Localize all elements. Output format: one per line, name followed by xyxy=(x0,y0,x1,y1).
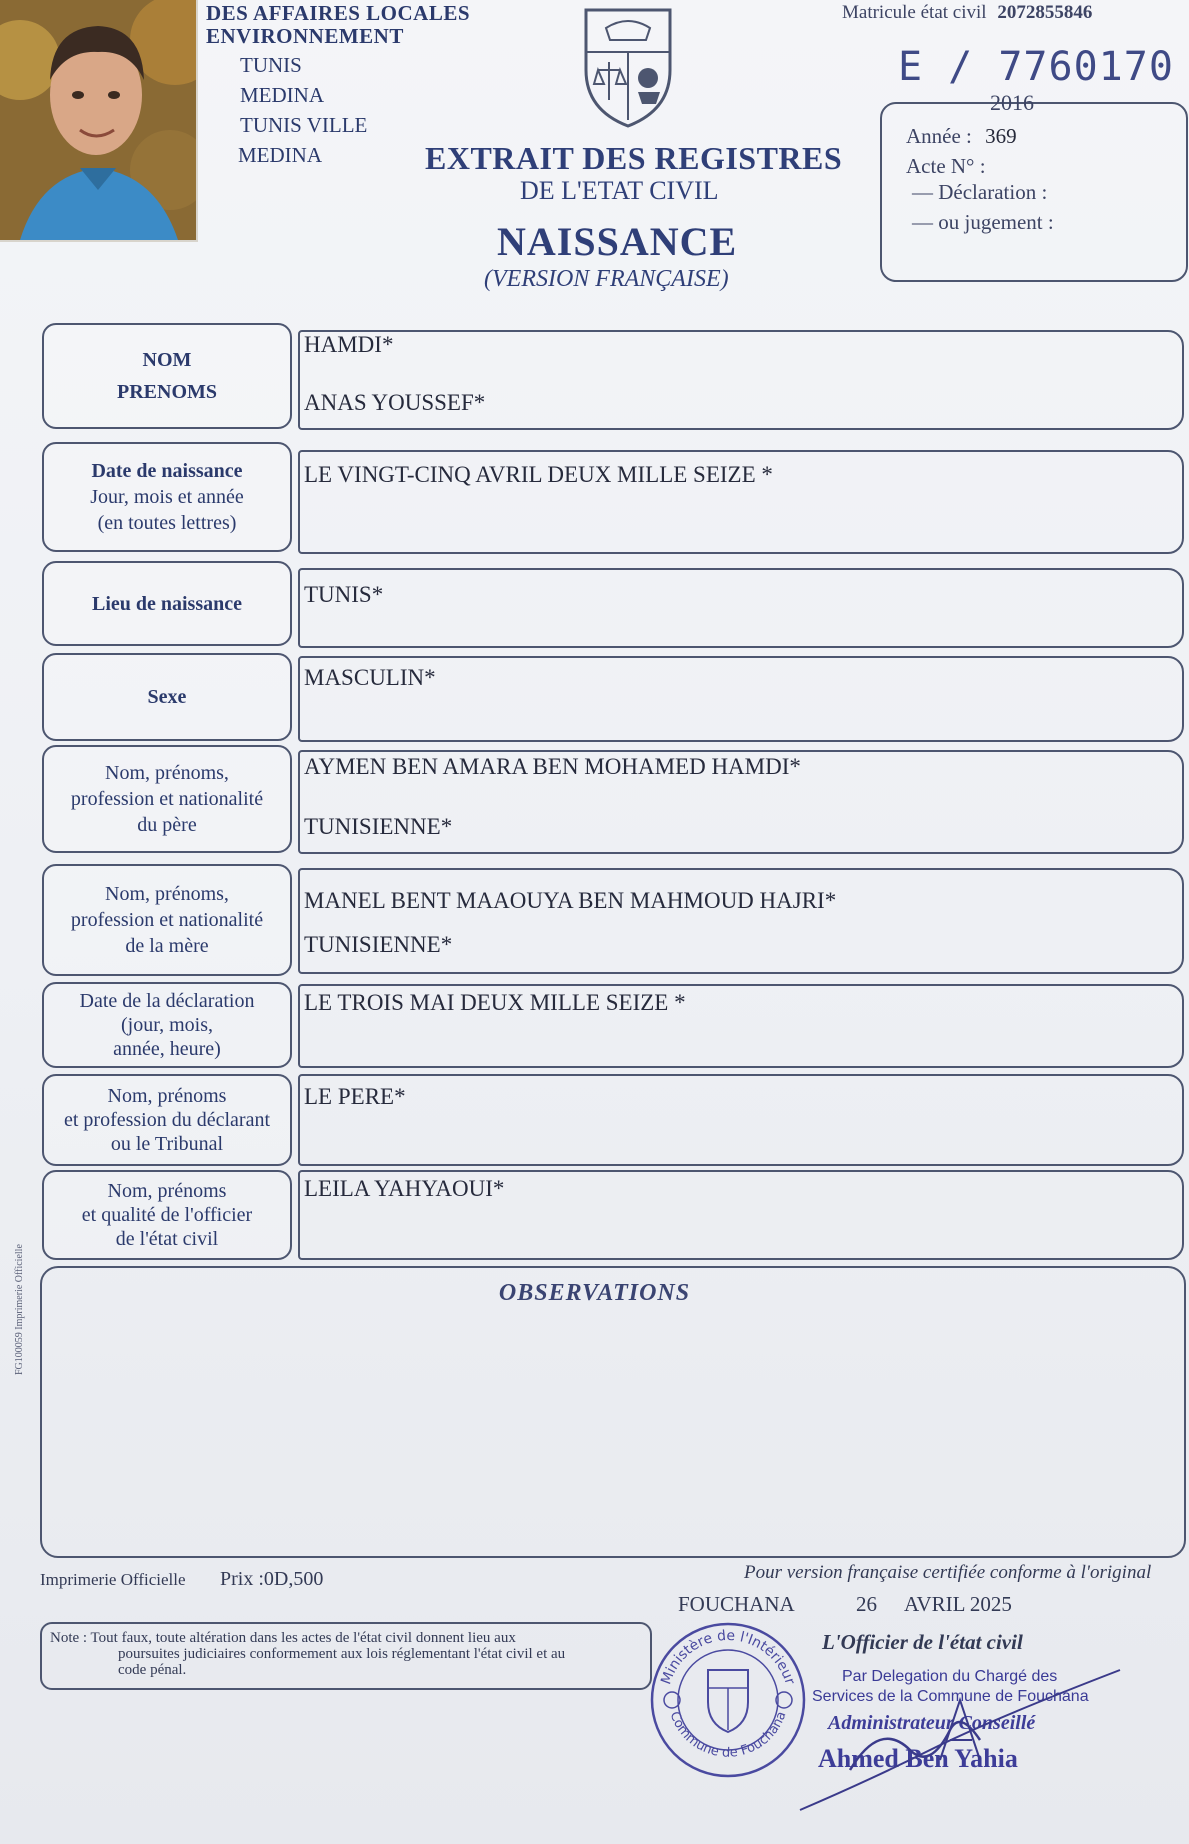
footer-month-year: AVRIL 2025 xyxy=(904,1592,1012,1616)
value-mere-nom: MANEL BENT MAAOUYA BEN MAHMOUD HAJRI* xyxy=(304,888,837,913)
title-version: (VERSION FRANÇAISE) xyxy=(484,266,729,292)
label-declaration-line2: (jour, mois, xyxy=(121,1014,213,1036)
label-declarant-line1: Nom, prénoms xyxy=(107,1085,227,1107)
label-mere-line3: de la mère xyxy=(125,935,209,957)
value-mere-nationalite: TUNISIENNE* xyxy=(304,932,453,957)
ministry-header xyxy=(206,0,470,50)
value-box-mere xyxy=(298,868,1184,974)
annee-label: Année : xyxy=(906,124,972,148)
title-naissance: NAISSANCE xyxy=(497,219,738,264)
matricule-label: Matricule état civil xyxy=(842,2,987,23)
annee-row xyxy=(906,124,1017,149)
note-line-2: poursuites judiciaires conformement aux lois réglementant l'état civil et au xyxy=(118,1646,566,1662)
value-box-lieu xyxy=(298,568,1184,648)
label-officier-line1: Nom, prénoms xyxy=(107,1180,227,1202)
signature-line-1: Par Delegation du Chargé des xyxy=(842,1668,1058,1685)
declaration-label: — Déclaration : xyxy=(912,180,1048,204)
legal-note-box xyxy=(40,1622,652,1690)
label-officier xyxy=(42,1170,292,1260)
value-sexe: MASCULIN* xyxy=(304,665,436,690)
label-mere xyxy=(42,864,292,976)
label-mere-line2: profession et nationalité xyxy=(70,909,264,931)
acte-label: Acte N° : xyxy=(906,154,986,178)
year-stamp: 2016 xyxy=(990,90,1034,115)
note-line-1: Note : Tout faux, toute altération dans les actes de l'état civil donnent lieu aux xyxy=(50,1630,516,1646)
note-line-3: code pénal. xyxy=(118,1662,187,1678)
label-pere-line1: Nom, prénoms, xyxy=(105,762,229,784)
label-declarant-line3: ou le Tribunal xyxy=(110,1133,224,1155)
jugement-label: — ou jugement : xyxy=(912,210,1054,234)
value-declarant: LE PERE* xyxy=(304,1084,406,1109)
value-officier: LEILA YAHYAOUI* xyxy=(304,1176,505,1201)
label-pere-line3: du père xyxy=(137,814,197,836)
footer-officer-title: L'Officier de l'état civil xyxy=(822,1630,1023,1654)
observations-title: OBSERVATIONS xyxy=(498,1280,691,1306)
label-date-naissance-line2: (en toutes lettres) xyxy=(97,512,237,534)
label-declarant xyxy=(42,1074,292,1166)
label-prenoms: PRENOMS xyxy=(117,381,217,403)
ministry-line-1: DES AFFAIRES LOCALES xyxy=(206,1,471,25)
value-pere-nationalite: TUNISIENNE* xyxy=(304,814,453,839)
ministry-line-2: ENVIRONNEMENT xyxy=(206,24,404,48)
tunisia-coat-of-arms-icon xyxy=(576,0,680,135)
annee-value: 369 xyxy=(985,124,1017,148)
locality-sector: MEDINA xyxy=(238,143,322,167)
value-nom: HAMDI* xyxy=(304,332,394,357)
stamp-ring-top: Ministère de l'Intérieur xyxy=(658,1627,798,1687)
label-date-naissance-title: Date de naissance xyxy=(91,460,243,482)
observations-box xyxy=(40,1266,1186,1558)
value-prenoms: ANAS YOUSSEF* xyxy=(304,390,486,415)
commune-stamp xyxy=(648,1620,808,1785)
locality-commune: TUNIS VILLE xyxy=(240,113,368,137)
label-officier-line3: de l'état civil xyxy=(115,1228,219,1250)
label-declarant-line2: et profession du déclarant xyxy=(63,1109,271,1131)
footer-place: FOUCHANA xyxy=(678,1592,795,1616)
value-date-naissance: LE VINGT-CINQ AVRIL DEUX MILLE SEIZE * xyxy=(304,462,773,487)
label-sexe-text: Sexe xyxy=(147,686,187,708)
locality-block xyxy=(240,50,367,170)
stamp-ring-bottom: Commune de Fouchana xyxy=(666,1709,790,1761)
value-date-declaration: LE TROIS MAI DEUX MILLE SEIZE * xyxy=(304,990,686,1015)
child-photo xyxy=(0,0,198,242)
signature-line-3: Administrateur Conseillé xyxy=(828,1712,1036,1734)
label-date-naissance-line1: Jour, mois et année xyxy=(90,486,244,508)
value-lieu: TUNIS* xyxy=(304,582,384,607)
matricule-value: 2072855846 xyxy=(997,2,1093,23)
label-officier-line2: et qualité de l'officier xyxy=(81,1204,253,1226)
label-nom-prenoms xyxy=(42,323,292,429)
locality-delegation: MEDINA xyxy=(240,83,324,107)
value-pere-nom: AYMEN BEN AMARA BEN MOHAMED HAMDI* xyxy=(304,754,801,779)
handwritten-signature xyxy=(790,1660,1130,1825)
label-declaration-line1: Date de la déclaration xyxy=(79,990,255,1012)
label-nom: NOM xyxy=(142,349,192,371)
value-box-declarant xyxy=(298,1074,1184,1166)
signature-name: Ahmed Ben Yahia xyxy=(818,1744,1018,1773)
footer-imprimerie: Imprimerie Officielle xyxy=(40,1570,186,1589)
label-sexe xyxy=(42,653,292,741)
footer-day: 26 xyxy=(856,1592,877,1616)
footer-certified: Pour version française certifiée conforme à l'original xyxy=(744,1562,1152,1583)
side-print-code: FG100059 Imprimerie Officielle xyxy=(14,1244,25,1375)
svg-text:Ministère de l'Intérieur xyxy=(658,1628,798,1687)
label-date-declaration xyxy=(42,982,292,1068)
matricule xyxy=(842,2,1092,24)
title-etat-civil: DE L'ETAT CIVIL xyxy=(520,176,719,205)
locality-governorate: TUNIS xyxy=(240,53,302,77)
label-lieu-naissance-text: Lieu de naissance xyxy=(91,592,243,615)
footer-prix: Prix :0D,500 xyxy=(220,1568,324,1590)
label-pere-line2: profession et nationalité xyxy=(70,788,264,810)
label-date-naissance xyxy=(42,442,292,552)
label-declaration-line3: année, heure) xyxy=(113,1038,221,1060)
register-number: E / 7760170 xyxy=(898,44,1174,90)
title-extrait: EXTRAIT DES REGISTRES xyxy=(425,140,843,176)
label-lieu-naissance xyxy=(42,561,292,646)
label-pere xyxy=(42,745,292,853)
label-mere-line1: Nom, prénoms, xyxy=(105,883,229,905)
signature-line-2: Services de la Commune de Fouchana xyxy=(812,1688,1089,1705)
